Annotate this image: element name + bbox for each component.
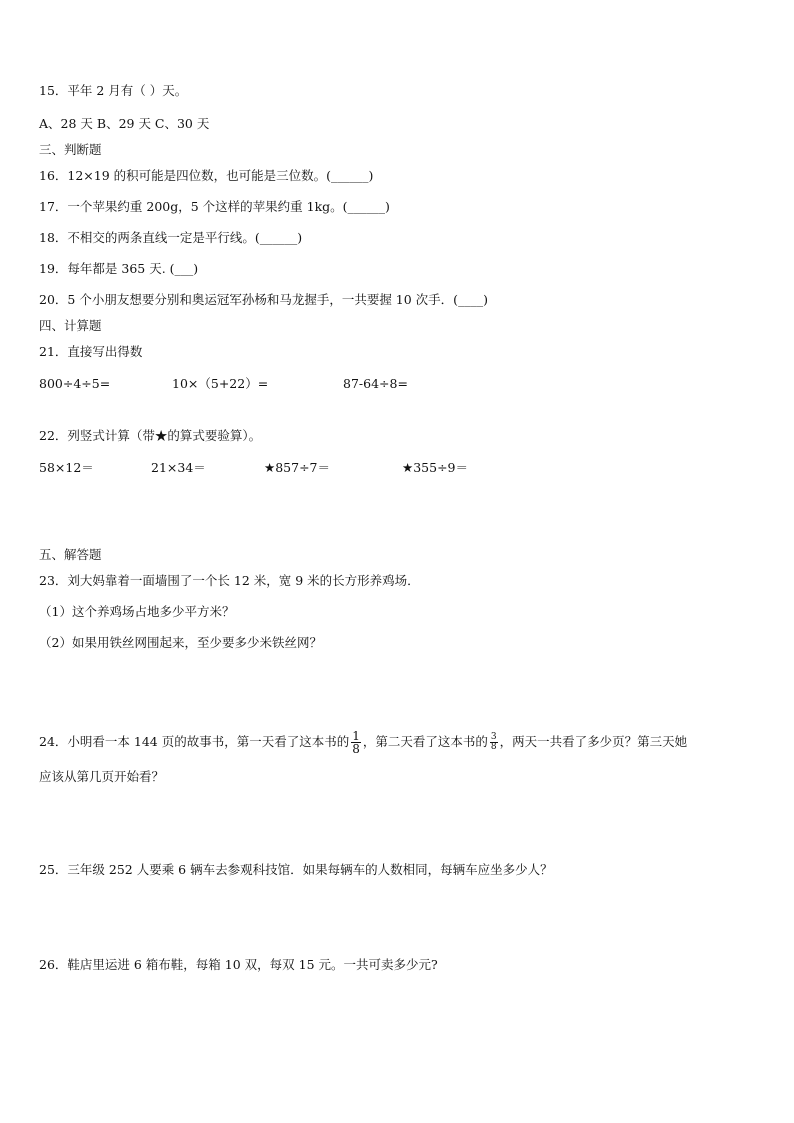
- question-23-title: 23．刘大妈靠着一面墙围了一个长 12 米，宽 9 米的长方形养鸡场．: [39, 573, 420, 588]
- question-21-title: 21．直接写出得数: [39, 344, 143, 359]
- question-23-sub-1: （1）这个养鸡场占地多少平方米？: [39, 604, 235, 619]
- q21-item-2: 10×（5+22）=: [172, 376, 269, 391]
- frac2-denominator: 8: [490, 742, 497, 752]
- q22-item-2: 21×34＝: [151, 460, 206, 475]
- q24-text-part-2: ，第二天看了这本书的: [362, 734, 488, 749]
- frac2-numerator: 3: [490, 732, 497, 742]
- question-26: 26．鞋店里运进 6 箱布鞋，每箱 10 双，每双 15 元。一共可卖多少元?: [39, 957, 438, 972]
- question-23-sub-2: （2）如果用铁丝网围起来，至少要多少米铁丝网？: [39, 635, 322, 650]
- question-15: 15．平年 2 月有（ ）天。: [39, 83, 188, 98]
- fraction-three-eighths: [490, 733, 498, 752]
- question-24-line-1: [39, 729, 687, 755]
- q22-item-3: ★857÷7＝: [264, 460, 330, 475]
- question-24-line-2: 应该从第几页开始看？: [39, 769, 165, 784]
- section-3-heading: 三、判断题: [39, 142, 102, 157]
- fraction-one-eighth: [351, 730, 361, 755]
- question-17: 17．一个苹果约重 200g，5 个这样的苹果约重 1kg。(______): [39, 199, 390, 214]
- question-22-title: 22．列竖式计算（带★的算式要验算）。: [39, 428, 262, 443]
- q22-item-4: ★355÷9＝: [402, 460, 468, 475]
- q21-item-1: 800÷4÷5=: [39, 376, 111, 391]
- q22-item-1: 58×12＝: [39, 460, 94, 475]
- section-4-heading: 四、计算题: [39, 318, 102, 333]
- frac1-numerator: 1: [352, 729, 360, 743]
- section-5-heading: 五、解答题: [39, 547, 102, 562]
- question-16: 16．12×19 的积可能是四位数，也可能是三位数。(______): [39, 168, 374, 183]
- question-25: 25．三年级 252 人要乘 6 辆车去参观科技馆．如果每辆车的人数相同，每辆车应坐多少人？: [39, 862, 553, 877]
- question-15-options: A、28 天 B、29 天 C、30 天: [39, 116, 210, 131]
- q21-item-3: 87-64÷8=: [343, 376, 408, 391]
- question-19: 19．每年都是 365 天. (___): [39, 261, 199, 276]
- q24-text-part-3: ，两天一共看了多少页？第三天她: [499, 734, 688, 749]
- question-18: 18．不相交的两条直线一定是平行线。(______): [39, 230, 303, 245]
- frac1-denominator: 8: [352, 742, 360, 756]
- question-20: 20．5 个小朋友想要分别和奥运冠军孙杨和马龙握手，一共要握 10 次手．(____): [39, 292, 488, 307]
- q24-text-part-1: 24．小明看一本 144 页的故事书，第一天看了这本书的: [39, 734, 350, 749]
